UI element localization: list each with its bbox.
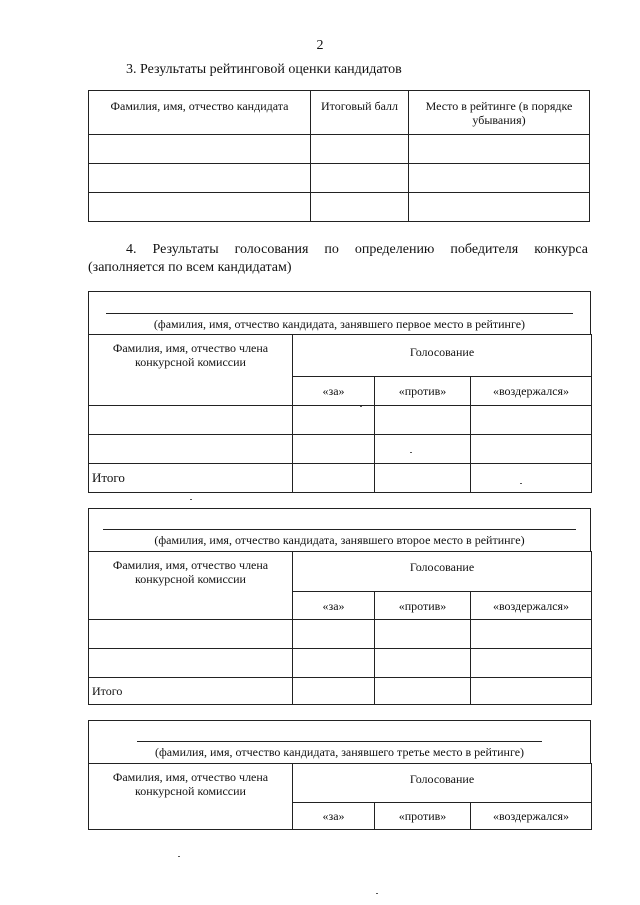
table-cell[interactable] bbox=[409, 193, 590, 222]
table-cell[interactable] bbox=[471, 435, 592, 464]
table-row bbox=[89, 649, 592, 678]
table-cell[interactable] bbox=[375, 406, 471, 435]
vote-abstain-header: «воздержался» bbox=[471, 592, 592, 620]
rating-results-table bbox=[88, 90, 590, 222]
total-label: Итого bbox=[89, 678, 293, 705]
table-cell[interactable] bbox=[471, 678, 592, 705]
candidate-1-caption: (фамилия, имя, отчество кандидата, занявшего первое место в рейтинге) bbox=[153, 317, 526, 331]
table-cell[interactable] bbox=[89, 406, 293, 435]
table-row bbox=[89, 620, 592, 649]
table-cell[interactable] bbox=[471, 464, 592, 493]
member-column-header: Фамилия, имя, отчество члена конкурсной комиссии bbox=[89, 552, 293, 620]
table-cell[interactable] bbox=[471, 620, 592, 649]
table-cell[interactable] bbox=[293, 435, 375, 464]
candidate-2-caption-box bbox=[88, 508, 591, 552]
vote-abstain-header: «воздержался» bbox=[471, 803, 592, 830]
scan-speck bbox=[410, 452, 412, 453]
scan-speck bbox=[360, 406, 362, 407]
table-cell[interactable] bbox=[375, 620, 471, 649]
candidate-3-name-line[interactable] bbox=[137, 741, 542, 742]
column-header-candidate-name: Фамилия, имя, отчество кандидата bbox=[89, 91, 311, 135]
candidate-1-caption-box bbox=[88, 291, 591, 335]
table-cell[interactable] bbox=[89, 620, 293, 649]
table-cell[interactable] bbox=[471, 406, 592, 435]
scan-speck bbox=[190, 499, 192, 500]
table-cell[interactable] bbox=[293, 406, 375, 435]
table-cell[interactable] bbox=[311, 193, 409, 222]
table-cell[interactable] bbox=[89, 164, 311, 193]
candidate-3-caption-box bbox=[88, 720, 591, 764]
table-cell[interactable] bbox=[471, 649, 592, 678]
candidate-3-caption: (фамилия, имя, отчество кандидата, занявшего третье место в рейтинге) bbox=[154, 745, 525, 759]
table-cell[interactable] bbox=[89, 135, 311, 164]
voting-header: Голосование bbox=[293, 764, 592, 803]
table-row bbox=[89, 164, 590, 193]
scan-speck bbox=[520, 483, 522, 484]
section-4-title-line-1: 4. Результаты голосования по определению победителя конкурса bbox=[126, 242, 588, 257]
table-cell[interactable] bbox=[375, 464, 471, 493]
table-row bbox=[89, 193, 590, 222]
vote-for-header: «за» bbox=[293, 377, 375, 406]
section-3-title: 3. Результаты рейтинговой оценки кандидатов bbox=[126, 62, 402, 77]
table-row bbox=[89, 406, 592, 435]
table-cell[interactable] bbox=[89, 435, 293, 464]
vote-for-header: «за» bbox=[293, 592, 375, 620]
column-header-rating-place: Место в рейтинге (в порядке убывания) bbox=[409, 91, 590, 135]
candidate-2-name-line[interactable] bbox=[103, 529, 576, 530]
table-row bbox=[89, 435, 592, 464]
vote-against-header: «против» bbox=[375, 592, 471, 620]
section-4-title-line-2: (заполняется по всем кандидатам) bbox=[88, 260, 292, 275]
vote-for-header: «за» bbox=[293, 803, 375, 830]
table-cell[interactable] bbox=[375, 678, 471, 705]
column-header-final-score: Итоговый балл bbox=[311, 91, 409, 135]
member-column-header: Фамилия, имя, отчество члена конкурсной комиссии bbox=[89, 335, 293, 406]
table-cell[interactable] bbox=[409, 164, 590, 193]
scan-speck bbox=[376, 893, 378, 894]
vote-against-header: «против» bbox=[375, 803, 471, 830]
member-column-header: Фамилия, имя, отчество члена конкурсной комиссии bbox=[89, 764, 293, 830]
table-cell[interactable] bbox=[293, 678, 375, 705]
table-cell[interactable] bbox=[89, 193, 311, 222]
table-cell[interactable] bbox=[293, 620, 375, 649]
vote-table-2 bbox=[88, 551, 592, 705]
vote-table-1 bbox=[88, 334, 592, 493]
voting-header: Голосование bbox=[293, 552, 592, 592]
candidate-1-name-line[interactable] bbox=[106, 313, 573, 314]
section-4-title bbox=[88, 241, 588, 277]
page-number: 2 bbox=[316, 38, 324, 53]
scan-speck bbox=[178, 856, 180, 857]
vote-against-header: «против» bbox=[375, 377, 471, 406]
table-cell[interactable] bbox=[375, 649, 471, 678]
table-cell[interactable] bbox=[375, 435, 471, 464]
candidate-2-caption: (фамилия, имя, отчество кандидата, занявшего второе место в рейтинге) bbox=[154, 533, 525, 547]
table-header-row bbox=[89, 91, 590, 135]
table-cell[interactable] bbox=[311, 135, 409, 164]
table-cell[interactable] bbox=[293, 464, 375, 493]
table-cell[interactable] bbox=[311, 164, 409, 193]
table-cell[interactable] bbox=[409, 135, 590, 164]
table-row bbox=[89, 135, 590, 164]
vote-table-3 bbox=[88, 763, 592, 830]
total-label: Итого bbox=[89, 464, 293, 493]
table-cell[interactable] bbox=[293, 649, 375, 678]
table-cell[interactable] bbox=[89, 649, 293, 678]
voting-header: Голосование bbox=[293, 335, 592, 377]
total-row bbox=[89, 678, 592, 705]
vote-abstain-header: «воздержался» bbox=[471, 377, 592, 406]
total-row bbox=[89, 464, 592, 493]
